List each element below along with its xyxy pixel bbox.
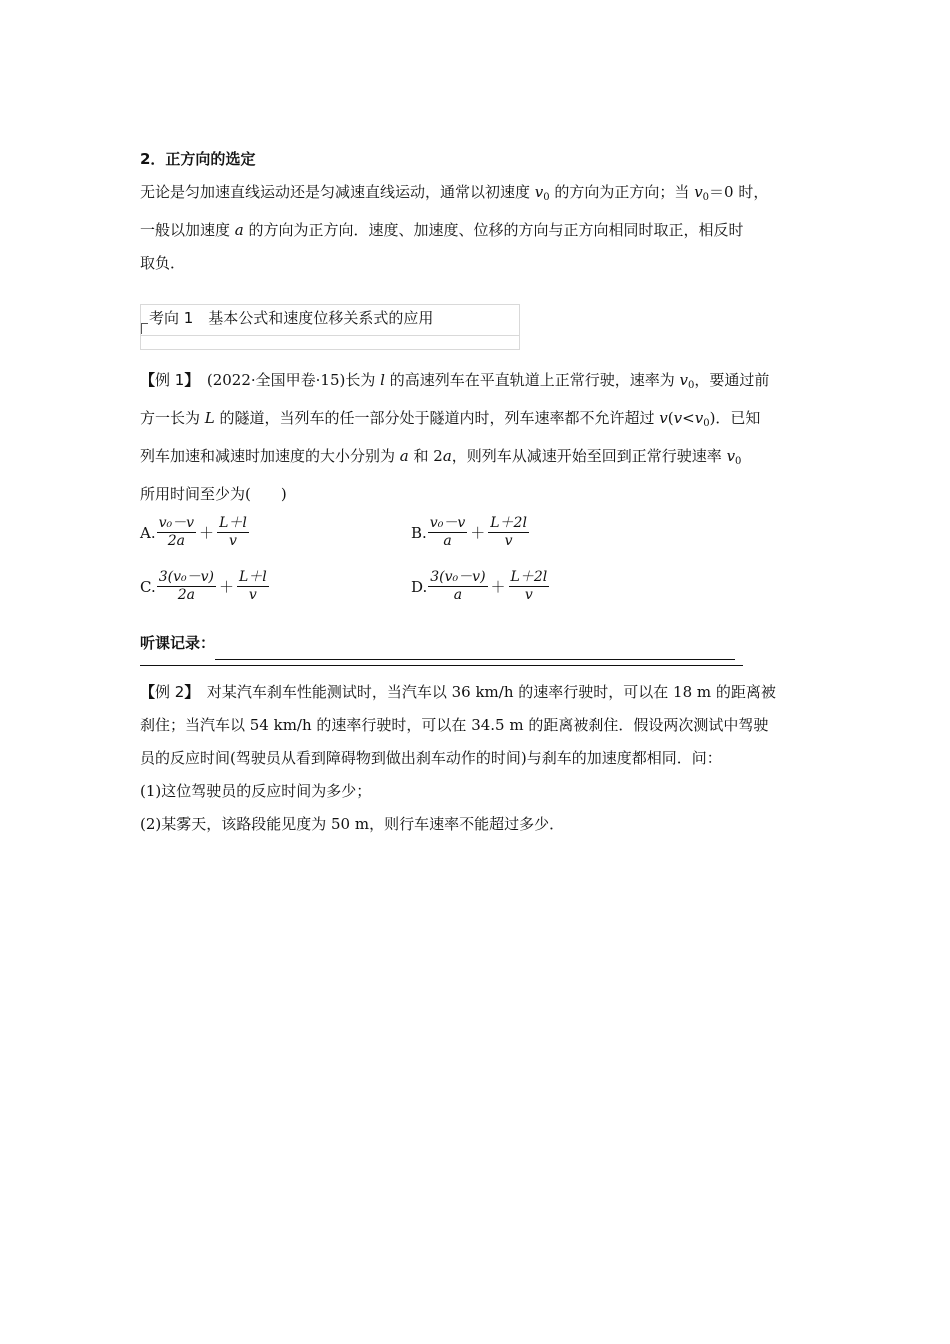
text: 对某汽车刹车性能测试时，当汽车以 36 km/h 的速率行驶时，可以在 18 m 的距离被 (191, 683, 776, 701)
example-2-line-3: 员的反应时间(驾驶员从看到障碍物到做出刹车动作的时间)与刹车的加速度都相同．问： (140, 749, 722, 767)
numerator: 3(v₀－v) (158, 569, 214, 585)
denominator: v (504, 533, 513, 549)
denominator: v (248, 587, 257, 603)
example-2-line-2: 刹住；当汽车以 54 km/h 的速率行驶时，可以在 34.5 m 的距离被刹住．假设两次测试中驾驶 (140, 716, 769, 734)
text: 的高速列车在平直轨道上正常行驶，速率为 (384, 371, 680, 389)
question-2: (2)某雾天，该路段能见度为 50 m，则行车速率不能超过多少． (140, 815, 565, 833)
section-paragraph-line-1 (140, 176, 810, 214)
denominator: 2a (167, 533, 185, 549)
option-a[interactable] (140, 515, 250, 550)
fraction (428, 569, 487, 604)
numerator: L＋l (239, 569, 267, 585)
topic-box (140, 304, 520, 350)
example-2 (140, 676, 810, 841)
sub: 0 (702, 192, 710, 203)
option-c[interactable] (140, 569, 270, 604)
text: 无论是匀加速直线运动还是匀减速直线运动，通常以初速度 (140, 183, 535, 201)
example-label: 例 2 (155, 683, 185, 701)
var-L: L (204, 409, 215, 427)
option-label: A. (140, 523, 156, 542)
section-paragraph-line-2 (140, 214, 810, 247)
options (140, 515, 810, 625)
option-d[interactable] (411, 569, 550, 604)
fraction (157, 515, 196, 550)
text: 一般以加速度 (140, 221, 235, 239)
var-v: v (673, 409, 683, 427)
var-v: v (679, 371, 688, 389)
text: 的方向为正方向．速度、加速度、位移的方向与正方向相同时取正，相反时 (243, 221, 744, 239)
option-b[interactable] (411, 515, 530, 550)
fraction (488, 515, 529, 550)
sub: 0 (735, 456, 742, 467)
sub: 0 (687, 380, 695, 391)
var-a: a (234, 221, 244, 239)
section-title: 2．正方向的选定 (140, 150, 256, 168)
plus-sign: ＋ (490, 578, 506, 596)
text: 和 2 (408, 447, 443, 465)
notes-line (140, 627, 810, 660)
numerator: 3(v₀－v) (430, 569, 486, 585)
var-l: l (380, 371, 385, 389)
var-v: v (659, 409, 668, 427)
fraction (217, 515, 249, 550)
text: ，则列车从减速开始至回到正常行驶速率 (451, 447, 727, 465)
example-2-line-1 (140, 676, 810, 709)
fraction (237, 569, 269, 604)
text: 列车加速和减速时加速度的大小分别为 (140, 447, 400, 465)
option-label: D. (411, 577, 428, 596)
section-paragraph-line-3: 取负． (140, 254, 186, 272)
numerator: L＋2l (490, 515, 527, 531)
fraction (428, 515, 467, 550)
plus-sign: ＋ (470, 524, 486, 542)
bracket-close: 】 (184, 371, 192, 389)
option-label: C. (140, 577, 156, 596)
var-v: v (694, 409, 704, 427)
notes-label: 听课记录： (140, 634, 216, 652)
example-1-line-2 (140, 402, 810, 440)
var-v: v (694, 183, 703, 201)
var-v: v (726, 447, 736, 465)
var-v: v (534, 183, 544, 201)
text: 方一长为 (140, 409, 205, 427)
example-source: (2022·全国甲卷·15) (191, 371, 346, 389)
example-1-line-3 (140, 440, 810, 478)
box-divider (141, 335, 519, 336)
text: 的隧道，当列车的任一部分处于隧道内时，列车速率都不允许超过 (214, 409, 660, 427)
bracket-close: 】 (184, 683, 192, 701)
notes-rule[interactable] (215, 637, 735, 660)
question-1: (1)这位驾驶员的反应时间为多少； (140, 782, 372, 800)
var-a: a (442, 447, 452, 465)
numerator: L＋2l (510, 569, 548, 585)
text: ＝0 时， (709, 183, 769, 201)
denominator: 2a (177, 587, 195, 603)
text: ( (667, 409, 674, 427)
content (140, 143, 810, 841)
denominator: v (228, 533, 237, 549)
topic-title: 考向 1 基本公式和速度位移关系式的应用 (149, 309, 434, 327)
notes-rule-2[interactable] (140, 664, 743, 666)
text: 长为 (345, 371, 381, 389)
denominator: v (524, 587, 533, 603)
numerator: L＋l (219, 515, 247, 531)
sub: 0 (543, 192, 550, 203)
plus-sign: ＋ (218, 578, 234, 596)
example-1 (140, 364, 810, 666)
text: ，要通过前 (694, 371, 770, 389)
example-label: 例 1 (155, 371, 185, 389)
text: 的方向为正方向；当 (549, 183, 695, 201)
text: )．已知 (709, 409, 761, 427)
example-1-line-1 (140, 364, 810, 402)
sub: 0 (703, 418, 710, 429)
var-a: a (399, 447, 409, 465)
bracket-open: 【 (140, 683, 156, 701)
fraction (157, 569, 216, 604)
example-1-line-4: 所用时间至少为( ) (140, 485, 287, 503)
numerator: v₀－v (429, 515, 466, 531)
fraction (509, 569, 550, 604)
denominator: a (443, 533, 452, 549)
text: < (682, 409, 695, 427)
option-label: B. (411, 523, 427, 542)
numerator: v₀－v (158, 515, 195, 531)
bracket-open: 【 (140, 371, 156, 389)
plus-sign: ＋ (199, 524, 215, 542)
corner-mark (141, 323, 148, 334)
denominator: a (453, 587, 463, 603)
